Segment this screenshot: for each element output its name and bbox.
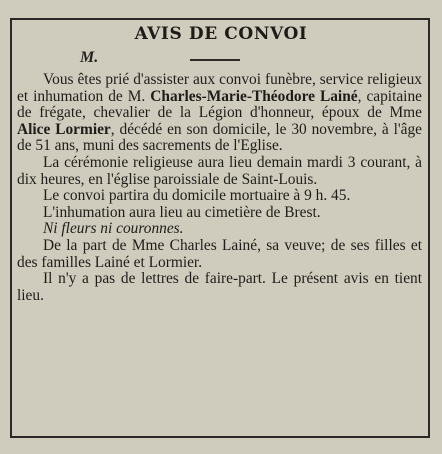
deceased-name: Charles-Marie-Théodore Lainé	[150, 87, 358, 105]
invitation-text-b: , capitaine de frégate, chevalier de la Légion d'honneur, époux de Mme	[17, 87, 422, 122]
paragraph-invitation	[17, 72, 422, 155]
notice-title: AVIS DE CONVOI	[134, 24, 308, 44]
notice-body	[17, 72, 422, 304]
salutation: M.	[80, 49, 99, 66]
paragraph-no-letters: Il n'y a pas de lettres de faire-part. Le présent avis en tient lieu.	[17, 270, 422, 304]
paragraph-convoy: Le convoi partira du domicile mortuaire à 9 h. 45.	[43, 187, 351, 205]
paragraph-burial: L'inhumation aura lieu au cimetière de Brest.	[43, 203, 321, 221]
invitation-text-a: Vous êtes prié d'assister aux convoi funèbre, service religieux et inhumation de M.	[17, 71, 422, 105]
title-divider	[190, 59, 240, 61]
paragraph-family: De la part de Mme Charles Lainé, sa veuve; de ses filles et des familles Lainé et Lormier.	[17, 236, 422, 271]
paragraph-ceremony: La cérémonie religieuse aura lieu demain mardi 3 courant, à dix heures, en l'église paroissiale de Saint-Louis.	[17, 153, 422, 188]
paragraph-no-flowers: Ni fleurs ni couronnes.	[43, 220, 184, 238]
wife-name: Alice Lormier	[17, 120, 111, 138]
invitation-text-c: , décédé en son domicile, le 30 novembre, à l'âge de 51 ans, muni des sacrements de l'Eglise.	[17, 120, 422, 155]
